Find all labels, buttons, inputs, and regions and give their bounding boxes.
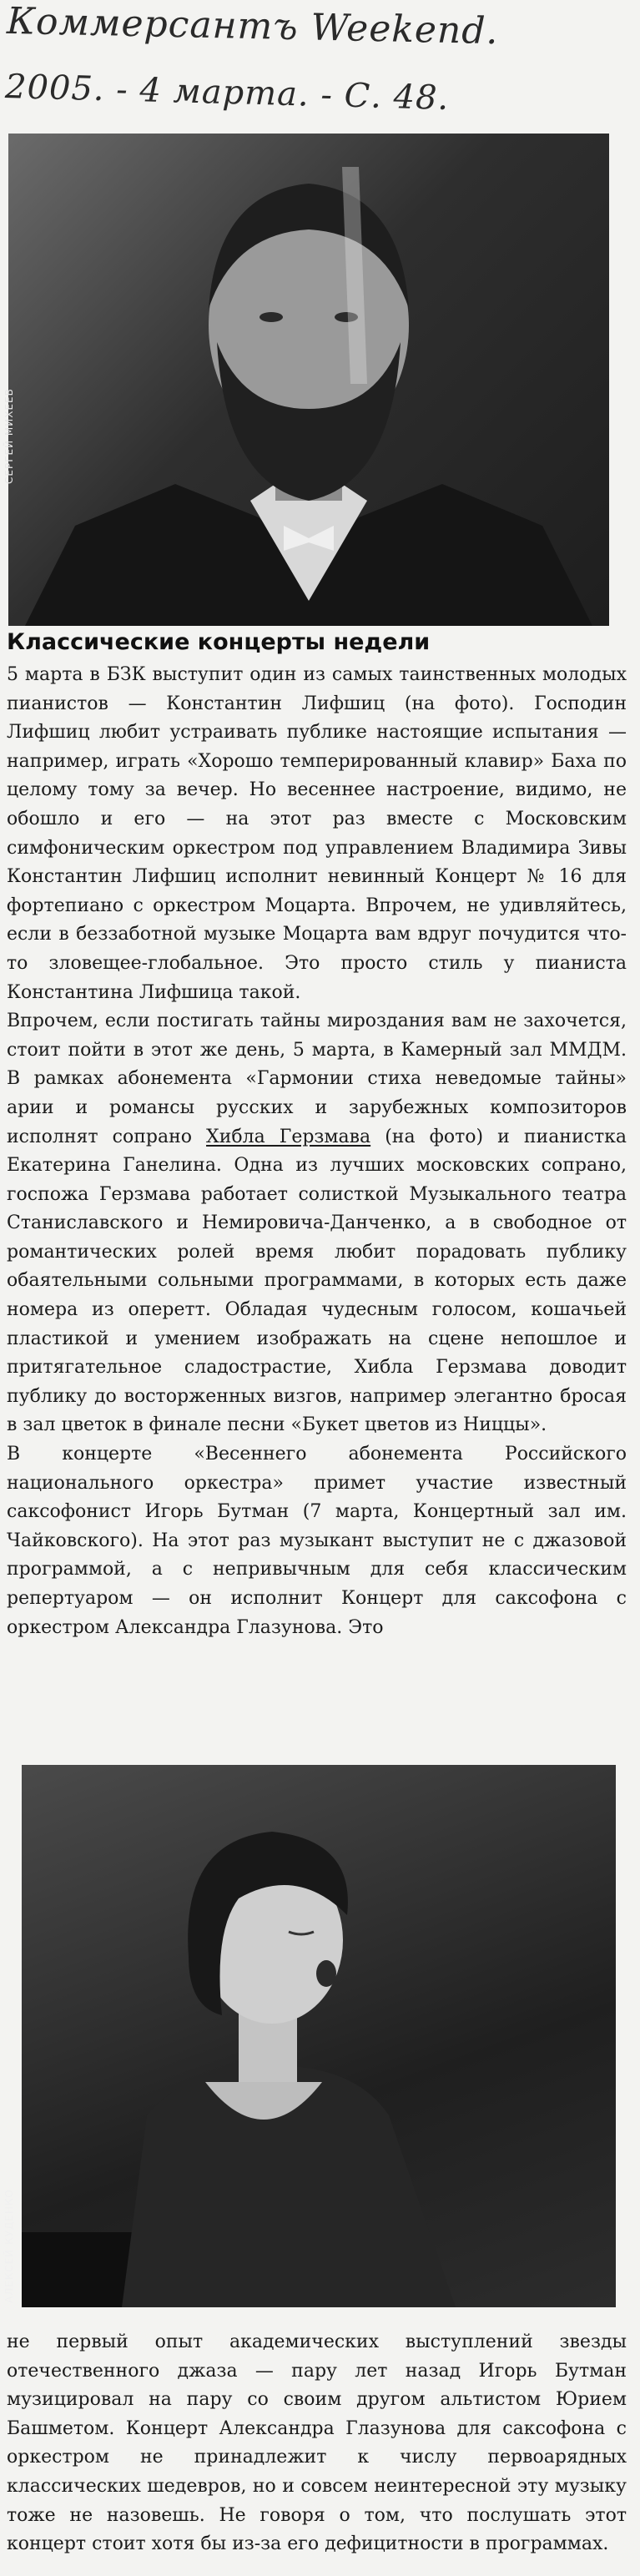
article-body-bottom — [7, 2328, 627, 2559]
soprano-portrait-icon — [22, 1765, 616, 2307]
paragraph-butman-continued: не первый опыт академических выступлений звезды отечественного джаза — пару лет назад Игорь Бутман музицировал на пару со своим другом альтистом Юрием Башметом. Концерт Александра Глазунова для саксофона с оркестром не принадлежит к числу первоарядных классических шедевров, но и совсем неинтересной эту музыку тоже не назовешь. Не говоря о том, что послушать этот концерт стоит хотя бы из-за его дефицитности в программах. — [7, 2332, 627, 2555]
paragraph-butman: В концерте «Весеннего абонемента Российского национального оркестра» примет участие известный саксофонист Игорь Бутман (7 марта, Концертный зал им. Чайковского). На этот раз музыкант выступит не с джазовой программой, а с непривычным для себя классическим репертуаром — он исполнит Концерт для саксофона с оркестром Александра Глазунова. Это — [7, 1444, 627, 1638]
paragraph-text: Впрочем, если постигать тайны мироздания вам не захочется, стоит пойти в этот же день, 5 марта, в Камерный зал ММДМ. В рамках абонемента «Гармонии стиха неведомые тайны» арии и романсы русских и зарубежных композиторов исполнят сопрано — [7, 1011, 627, 1147]
pianist-portrait-icon — [8, 134, 609, 626]
handwritten-source-line: Коммерсантъ Weekend. — [6, 0, 499, 53]
paragraph-text: (на фото) и пианистка Екатерина Ганелина. Одна из лучших московских сопрано, госпожа Герзмава работает солисткой Музыкального театра Станиславского и Немировича-Данченко, а в свободное от романтических ролей время любит порадовать публику обаятельными сольными программами, в которых есть даже номера из оперетт. Обладая чудесным голосом, кошачьей пластикой и умением изображать на сцене непошлое и притягательное сладострастие, Хибла Герзмава доводит публику до восторженных визгов, например элегантно бросая в зал цветок в финале песни «Букет цветов из Ниццы». — [7, 1126, 627, 1436]
article-body-top — [7, 661, 627, 1642]
soprano-photo — [22, 1765, 616, 2307]
photo-credit: СЕРГЕЙ МИХЕЕВ — [3, 388, 15, 484]
underlined-name: Хибла Герзмава — [206, 1126, 371, 1147]
handwritten-header — [0, 0, 640, 125]
paragraph-lifshits: 5 марта в БЗК выступит один из самых таинственных молодых пианистов — Константин Лифшиц (на фото). Господин Лифшиц любит устраивать публике настоящие испытания — например, играть «Хорошо темперированный клавир» Баха по целому тому за вечер. Но весеннее настроение, видимо, не обошло и его — на этот раз вместе с Московским симфоническим оркестром под управлением Владимира Зивы Константин Лифшиц исполнит невинный Концерт № 16 для фортепиано с оркестром Моцарта. Впрочем, не удивляйтесь, если в беззаботной музыке Моцарта вам вдруг почудится что-то зловещее-глобальное. Это просто стиль у пианиста Константина Лифшица такой. — [7, 664, 627, 1003]
photo-credit: АЛЕКСЕЙ КУДЕНКО — [3, 2189, 15, 2303]
article-headline: Классические концерты недели — [7, 629, 431, 655]
paragraph-gerzmava — [7, 1007, 627, 1440]
pianist-photo — [8, 134, 609, 626]
handwritten-date-line: 2005. - 4 марта. - С. 48. — [4, 68, 450, 118]
